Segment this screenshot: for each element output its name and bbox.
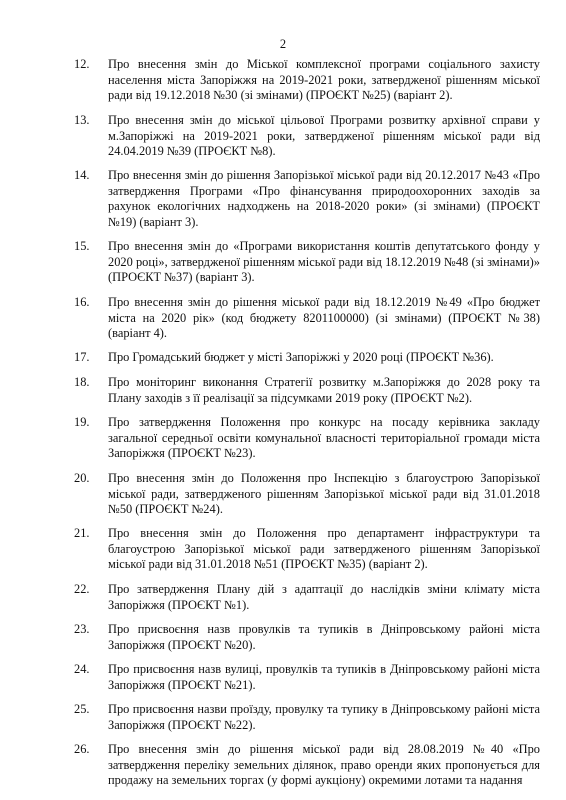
item-number: 16. <box>74 295 90 309</box>
item-text: Про внесення змін до Положення про Інспекцію з благоустрою Запорізької міської ради, затвердженого рішенням Запорізької міської ради від 31.01.2018 №50 (ПРОЄКТ №24). <box>108 471 540 516</box>
agenda-item <box>74 526 540 573</box>
item-number: 26. <box>74 742 90 756</box>
item-text: Про внесення змін до рішення Запорізької міської ради від 20.12.2017 №43 «Про затвердження Програми «Про фінансування природоохоронних заходів за рахунок екологічних надходжень на 2018-2020 роки» (зі змінами) (ПРОЄКТ №19) (варіант 3). <box>108 168 540 229</box>
item-text: Про присвоєння назв вулиці, провулків та тупиків в Дніпровському районі міста Запоріжжя (ПРОЄКТ №21). <box>108 662 540 692</box>
item-number: 20. <box>74 471 90 485</box>
item-number: 22. <box>74 582 90 596</box>
item-text: Про затвердження Плану дій з адаптації до наслідків зміни клімату міста Запоріжжя (ПРОЄКТ №1). <box>108 582 540 612</box>
item-text: Про внесення змін до Міської комплексної програми соціального захисту населення міста Запоріжжя на 2019-2021 роки, затвердженої рішенням міської ради від 19.12.2018 №30 (зі змінами) (ПРОЄКТ №25) (варіант 2). <box>108 57 540 102</box>
item-number: 19. <box>74 415 90 429</box>
agenda-item <box>74 57 540 104</box>
item-number: 12. <box>74 57 90 71</box>
item-number: 14. <box>74 168 90 182</box>
agenda-item <box>74 350 540 366</box>
agenda-item <box>74 582 540 613</box>
agenda-item <box>74 742 540 789</box>
item-text: Про внесення змін до Положення про департамент інфраструктури та благоустрою Запорізької міської ради затвердженого рішенням Запорізької міської ради від 31.01.2018 №51 (ПРОЄКТ №35) (варіант 2). <box>108 526 540 571</box>
agenda-item <box>74 702 540 733</box>
item-number: 18. <box>74 375 90 389</box>
agenda-item <box>74 622 540 653</box>
item-number: 23. <box>74 622 90 636</box>
page-number: 2 <box>279 37 287 51</box>
item-text: Про внесення змін до «Програми використання коштів депутатського фонду у 2020 році», затвердженої рішенням міської ради від 18.12.2019 №48 (зі змінами)» (ПРОЄКТ №37) (варіант 3). <box>108 239 540 284</box>
item-number: 25. <box>74 702 90 716</box>
item-text: Про моніторинг виконання Стратегії розвитку м.Запоріжжя до 2028 року та Плану заходів з її реалізації за підсумками 2019 року (ПРОЄКТ №2). <box>108 375 540 405</box>
item-text: Про Громадський бюджет у місті Запоріжжі у 2020 році (ПРОЄКТ №36). <box>108 350 494 364</box>
agenda-item <box>74 239 540 286</box>
item-text: Про присвоєння назви проїзду, провулку та тупику в Дніпровському районі міста Запоріжжя (ПРОЄКТ №22). <box>108 702 540 732</box>
agenda-item <box>74 375 540 406</box>
item-text: Про внесення змін до міської цільової Програми розвитку архівної справи у м.Запоріжжі на 2019-2021 роки, затвердженої рішенням міської ради від 24.04.2019 №39 (ПРОЄКТ №8). <box>108 113 540 158</box>
item-text: Про присвоєння назв провулків та тупиків в Дніпровському районі міста Запоріжжя (ПРОЄКТ №20). <box>108 622 540 652</box>
item-text: Про затвердження Положення про конкурс на посаду керівника закладу загальної середньої освіти комунальної власності територіальної громади міста Запоріжжя (ПРОЄКТ №23). <box>108 415 540 460</box>
item-number: 17. <box>74 350 90 364</box>
item-number: 13. <box>74 113 90 127</box>
agenda-item <box>74 168 540 230</box>
item-number: 21. <box>74 526 90 540</box>
item-number: 15. <box>74 239 90 253</box>
item-number: 24. <box>74 662 90 676</box>
agenda-item <box>74 113 540 160</box>
agenda-item <box>74 471 540 518</box>
agenda-item <box>74 295 540 342</box>
agenda-item <box>74 662 540 693</box>
agenda-item <box>74 415 540 462</box>
item-text: Про внесення змін до рішення міської ради від 28.08.2019 №40 «Про затвердження переліку земельних ділянок, право оренди яких пропонується для продажу на земельних торгах (у формі аукціону) окремими лотами та надання <box>108 742 540 787</box>
item-text: Про внесення змін до рішення міської ради від 18.12.2019 №49 «Про бюджет міста на 2020 рік» (код бюджету 8201100000) (зі змінами) (ПРОЄКТ №38) (варіант 4). <box>108 295 540 340</box>
